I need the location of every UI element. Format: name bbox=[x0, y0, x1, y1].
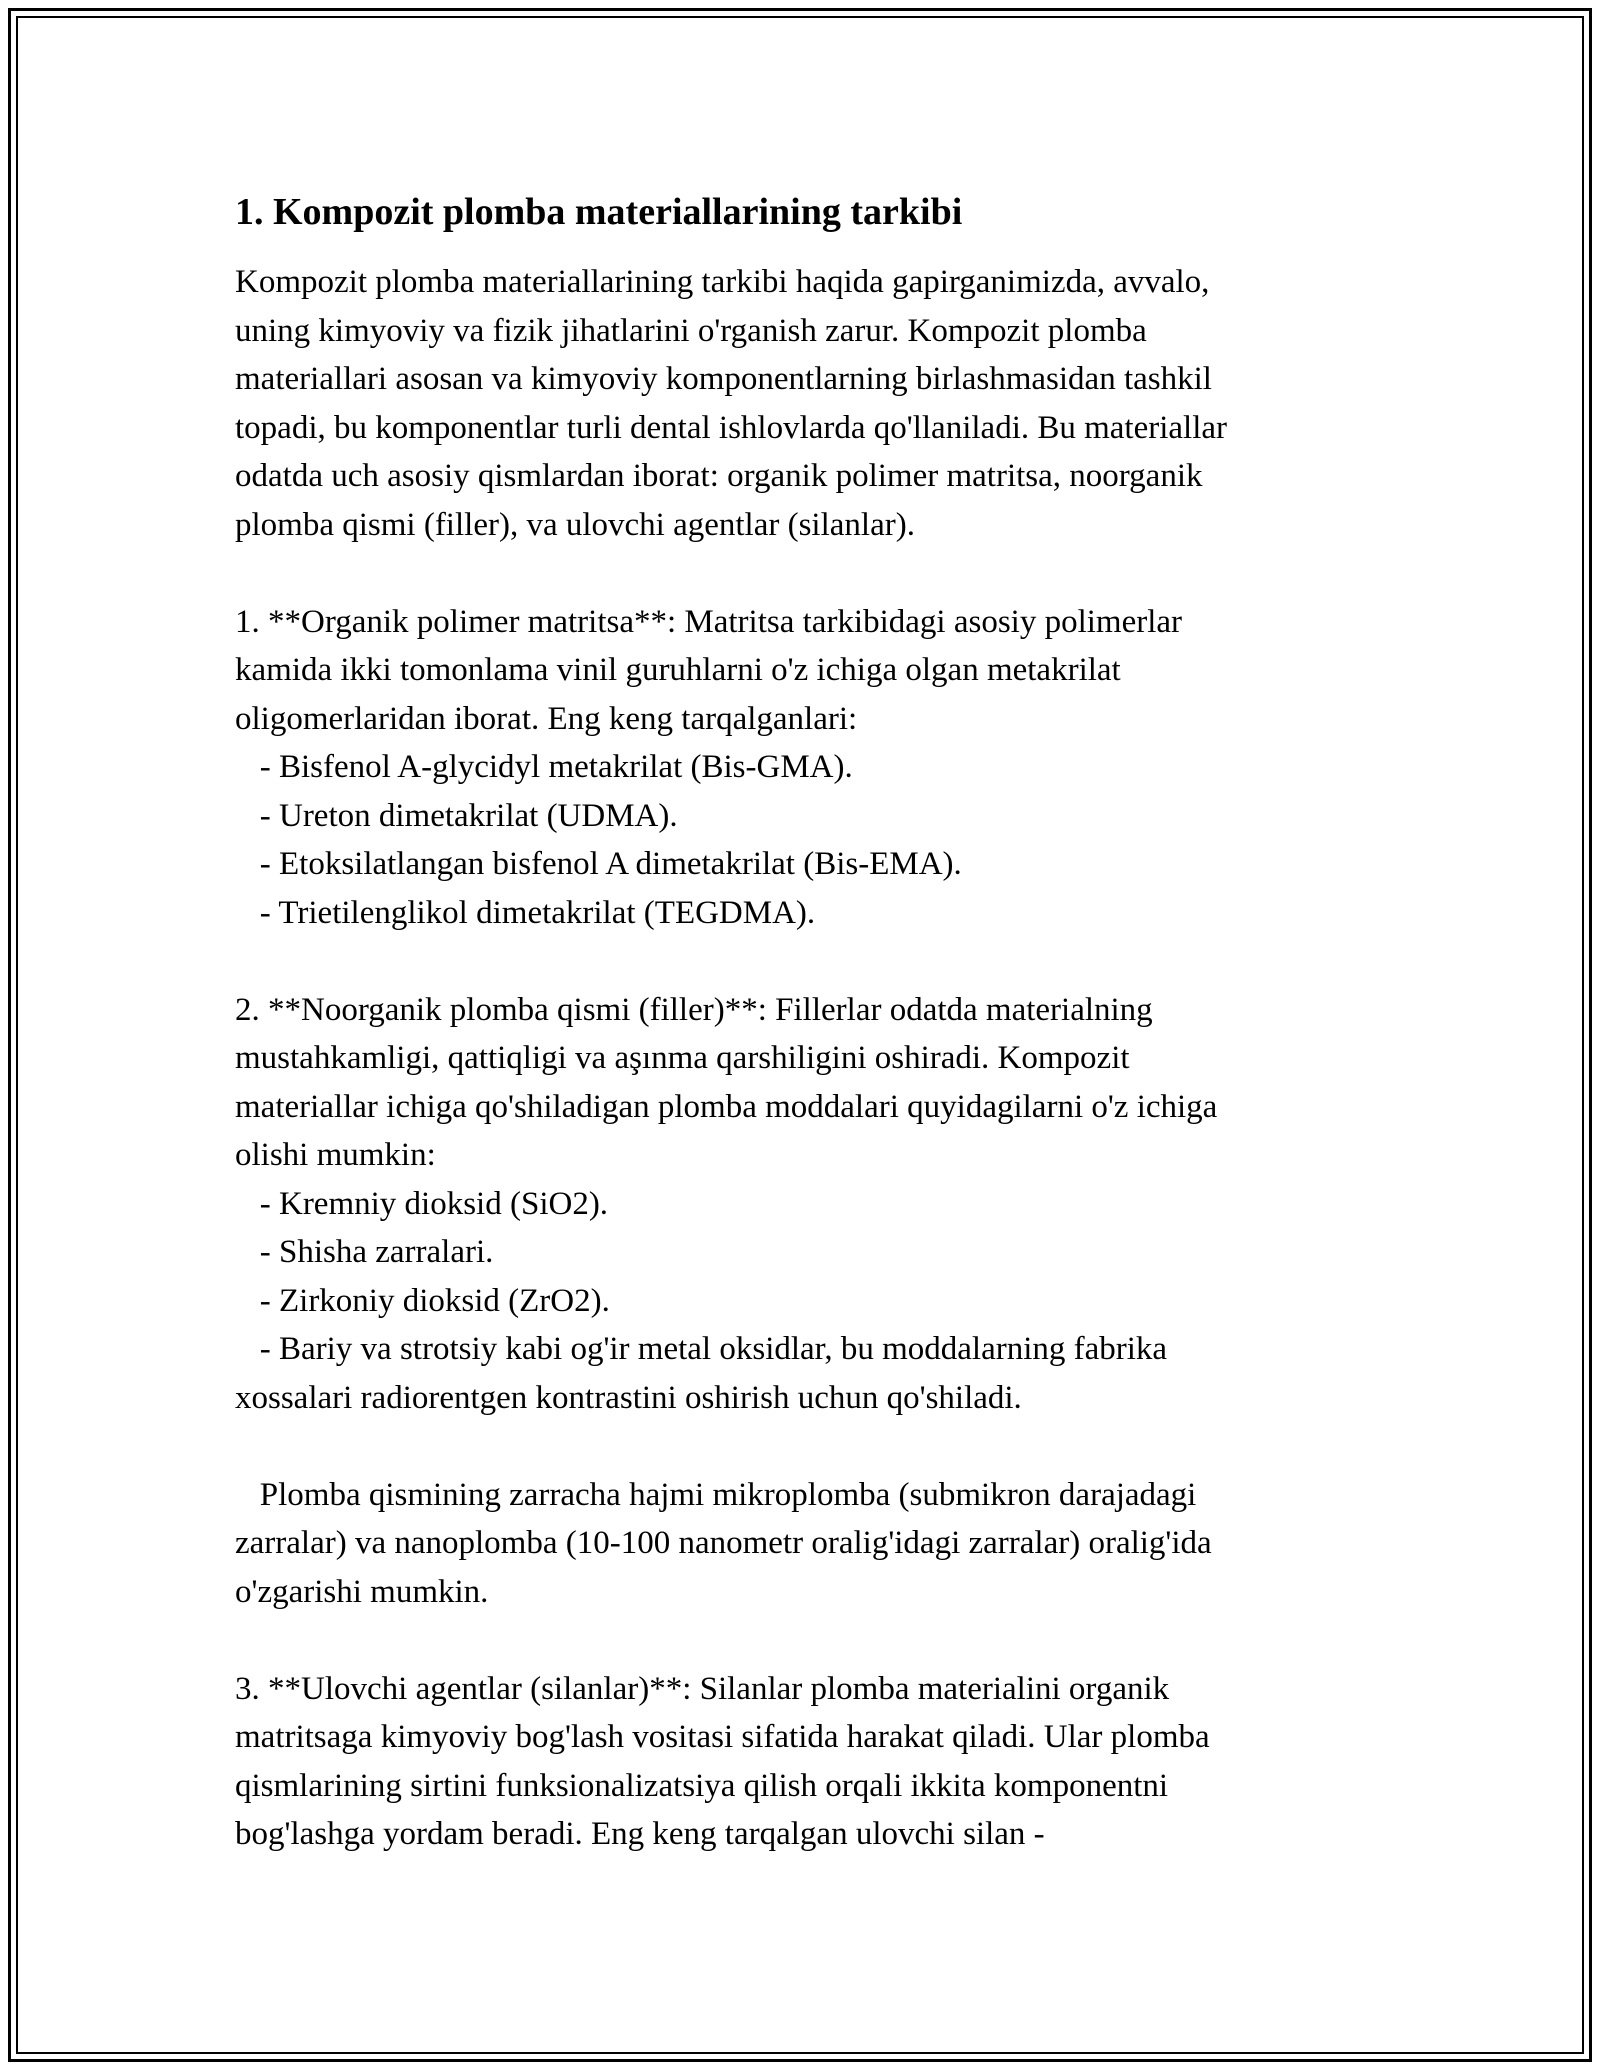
text-line: oligomerlaridan iborat. Eng keng tarqalganlari: bbox=[235, 700, 858, 737]
text-line: matritsaga kimyoviy bog'lash vositasi sifatida harakat qiladi. Ular plomba bbox=[235, 1719, 1210, 1755]
text-line: topadi, bu komponentlar turli dental ishlovlarda qo'llaniladi. Bu materiallar bbox=[235, 409, 1228, 446]
blank-line bbox=[235, 1422, 1365, 1471]
text-line: plomba qismi (filler), va ulovchi agentlar (silanlar). bbox=[235, 506, 915, 543]
text-line: Kompozit plomba materiallarining tarkibi haqida gapirganimizda, avvalo, bbox=[235, 264, 1210, 300]
text-line: odatda uch asosiy qismlardan iborat: organik polimer matritsa, noorganik bbox=[235, 458, 1203, 494]
text-line: o'zgarishi mumkin. bbox=[235, 1573, 489, 1610]
text-line: uning kimyoviy va fizik jihatlarini o'rganish zarur. Kompozit plomba bbox=[235, 312, 1147, 349]
text-line: - Zirkoniy dioksid (ZrO2). bbox=[235, 1282, 610, 1319]
text-line: Plomba qismining zarracha hajmi mikroplomba (submikron darajadagi bbox=[235, 1476, 1197, 1513]
text-line: - Ureton dimetakrilat (UDMA). bbox=[235, 797, 678, 834]
text-line: - Kremniy dioksid (SiO2). bbox=[235, 1185, 609, 1222]
text-lines bbox=[235, 258, 1365, 1859]
text-line: olishi mumkin: bbox=[235, 1137, 436, 1173]
text-line: - Shisha zarralari. bbox=[235, 1234, 494, 1270]
text-line: zarralar) va nanoplomba (10-100 nanometr oralig'idagi zarralar) oralig'ida bbox=[235, 1525, 1212, 1561]
text-line: qismlarining sirtini funksionalizatsiya qilish orqali ikkita komponentni bbox=[235, 1767, 1169, 1804]
text-line: - Bisfenol A-glycidyl metakrilat (Bis-GMA). bbox=[235, 749, 853, 785]
text-line: 1. **Organik polimer matritsa**: Matritsa tarkibidagi asosiy polimerlar bbox=[235, 603, 1183, 640]
text-line: materiallar ichiga qo'shiladigan plomba moddalari quyidagilarni o'z ichiga bbox=[235, 1088, 1218, 1125]
text-line: mustahkamligi, qattiqligi va aşınma qarshiligini oshiradi. Kompozit bbox=[235, 1040, 1130, 1076]
document-body bbox=[235, 186, 1365, 1859]
text-line: bog'lashga yordam beradi. Eng keng tarqalgan ulovchi silan - bbox=[235, 1816, 1045, 1852]
blank-line bbox=[235, 1616, 1365, 1665]
text-line: 2. **Noorganik plomba qismi (filler)**: Fillerlar odatda materialning bbox=[235, 991, 1153, 1028]
text-line: materiallari asosan va kimyoviy komponentlarning birlashmasidan tashkil bbox=[235, 361, 1212, 397]
text-line: xossalari radiorentgen kontrastini oshirish uchun qo'shiladi. bbox=[235, 1379, 1022, 1416]
text-line: kamida ikki tomonlama vinil guruhlarni o'z ichiga olgan metakrilat bbox=[235, 652, 1121, 688]
blank-line bbox=[235, 937, 1365, 986]
text-line: - Trietilenglikol dimetakrilat (TEGDMA). bbox=[235, 894, 816, 931]
blank-line bbox=[235, 549, 1365, 598]
text-line: - Etoksilatlangan bisfenol A dimetakrilat (Bis-EMA). bbox=[235, 846, 962, 882]
section-heading: 1. Kompozit plomba materiallarining tarkibi bbox=[235, 191, 963, 233]
text-line: - Bariy va strotsiy kabi og'ir metal oksidlar, bu moddalarning fabrika bbox=[235, 1331, 1168, 1367]
text-line: 3. **Ulovchi agentlar (silanlar)**: Silanlar plomba materialini organik bbox=[235, 1670, 1170, 1707]
